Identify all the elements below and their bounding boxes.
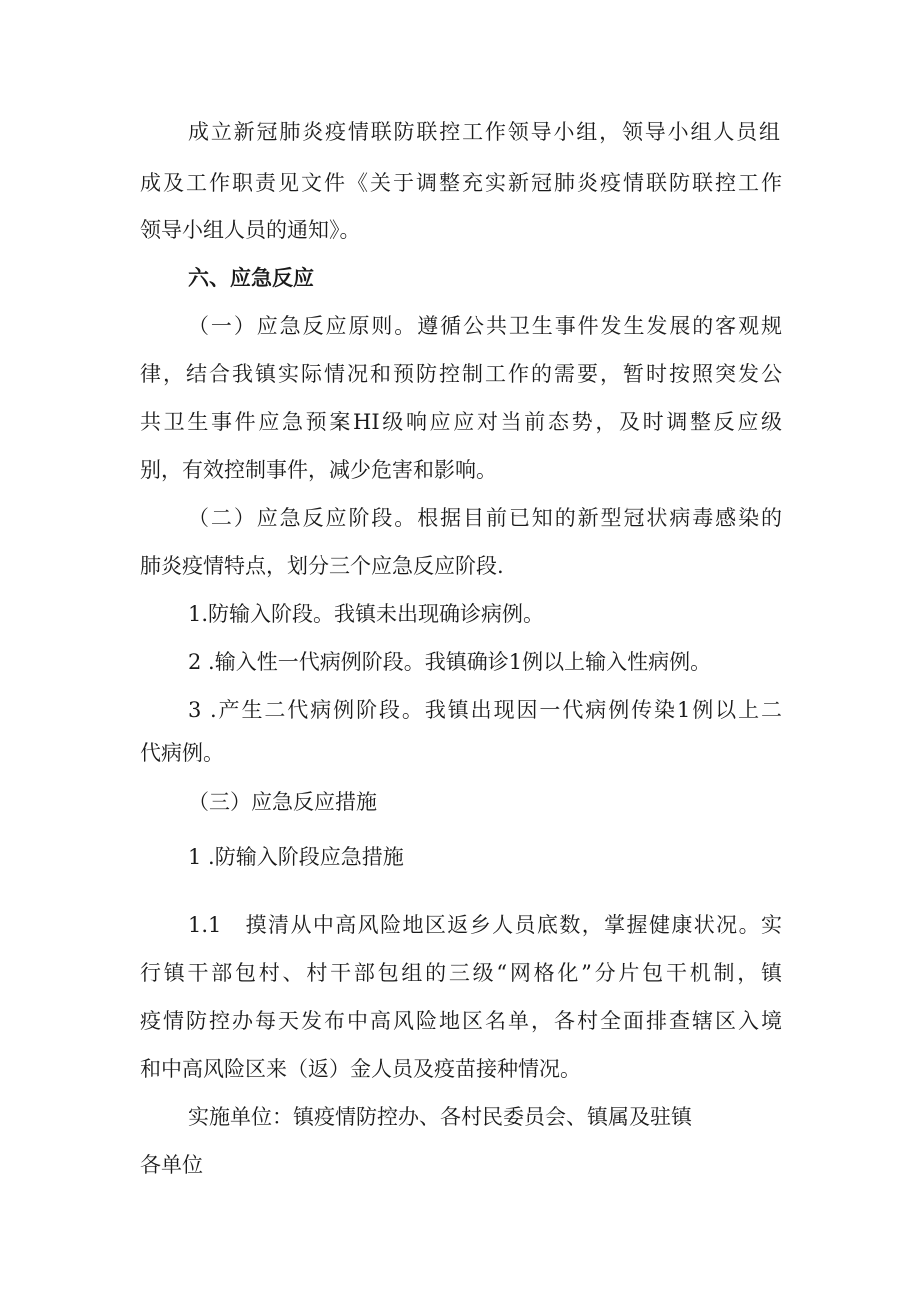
leadership-group-line-3: 领导小组人员的通知》。	[140, 218, 361, 242]
measure-1-1-line-2: 行镇干部包村、村干部包组的三级“网格化”分片包干机制，镇	[140, 961, 782, 985]
response-principle-line-3: 共卫生事件应急预案HI级响应应对当前态势，及时调整反应级	[140, 410, 782, 434]
response-principle-line-4: 别，有效控制事件，减少危害和影响。	[140, 458, 497, 482]
stage-3-line-2: 代病例。	[140, 741, 224, 765]
implementing-units-line-1: 实施单位：镇疫情防控办、各村民委员会、镇属及驻镇	[188, 1105, 692, 1129]
anti-import-measures-heading: 1 .防输入阶段应急措施	[188, 845, 404, 869]
measure-1-1-line-3: 疫情防控办每天发布中高风险地区名单，各村全面排查辖区入境	[140, 1009, 782, 1033]
stage-2-item: 2 .输入性一代病例阶段。我镇确诊1例以上输入性病例。	[188, 650, 712, 674]
response-principle-line-2: 律，结合我镇实际情况和预防控制工作的需要，暂时按照突发公	[140, 362, 782, 386]
leadership-group-line-2: 成及工作职责见文件《关于调整充实新冠肺炎疫情联防联控工作	[140, 171, 782, 195]
leadership-group-line-1: 成立新冠肺炎疫情联防联控工作领导小组，领导小组人员组	[188, 120, 780, 144]
implementing-units-line-2: 各单位	[140, 1153, 203, 1177]
measure-1-1-line-1: 1.1 摸清从中高风险地区返乡人员底数，掌握健康状况。实	[188, 913, 782, 937]
measure-1-1-line-4: 和中高风险区来（返）金人员及疫苗接种情况。	[140, 1057, 581, 1081]
stage-3-line-1: 3 .产生二代病例阶段。我镇出现因一代病例传染1例以上二	[188, 698, 782, 722]
response-stage-line-2: 肺炎疫情特点，划分三个应急反应阶段.	[140, 554, 504, 578]
response-principle-line-1: （一）应急反应原则。遵循公共卫生事件发生发展的客观规	[188, 314, 782, 338]
response-stage-line-1: （二）应急反应阶段。根据目前已知的新型冠状病毒感染的	[188, 506, 782, 530]
stage-1-item: 1.防输入阶段。我镇未出现确诊病例。	[188, 602, 545, 626]
section-6-heading: 六、应急反应	[188, 266, 314, 290]
response-measures-heading: （三）应急反应措施	[188, 790, 377, 814]
